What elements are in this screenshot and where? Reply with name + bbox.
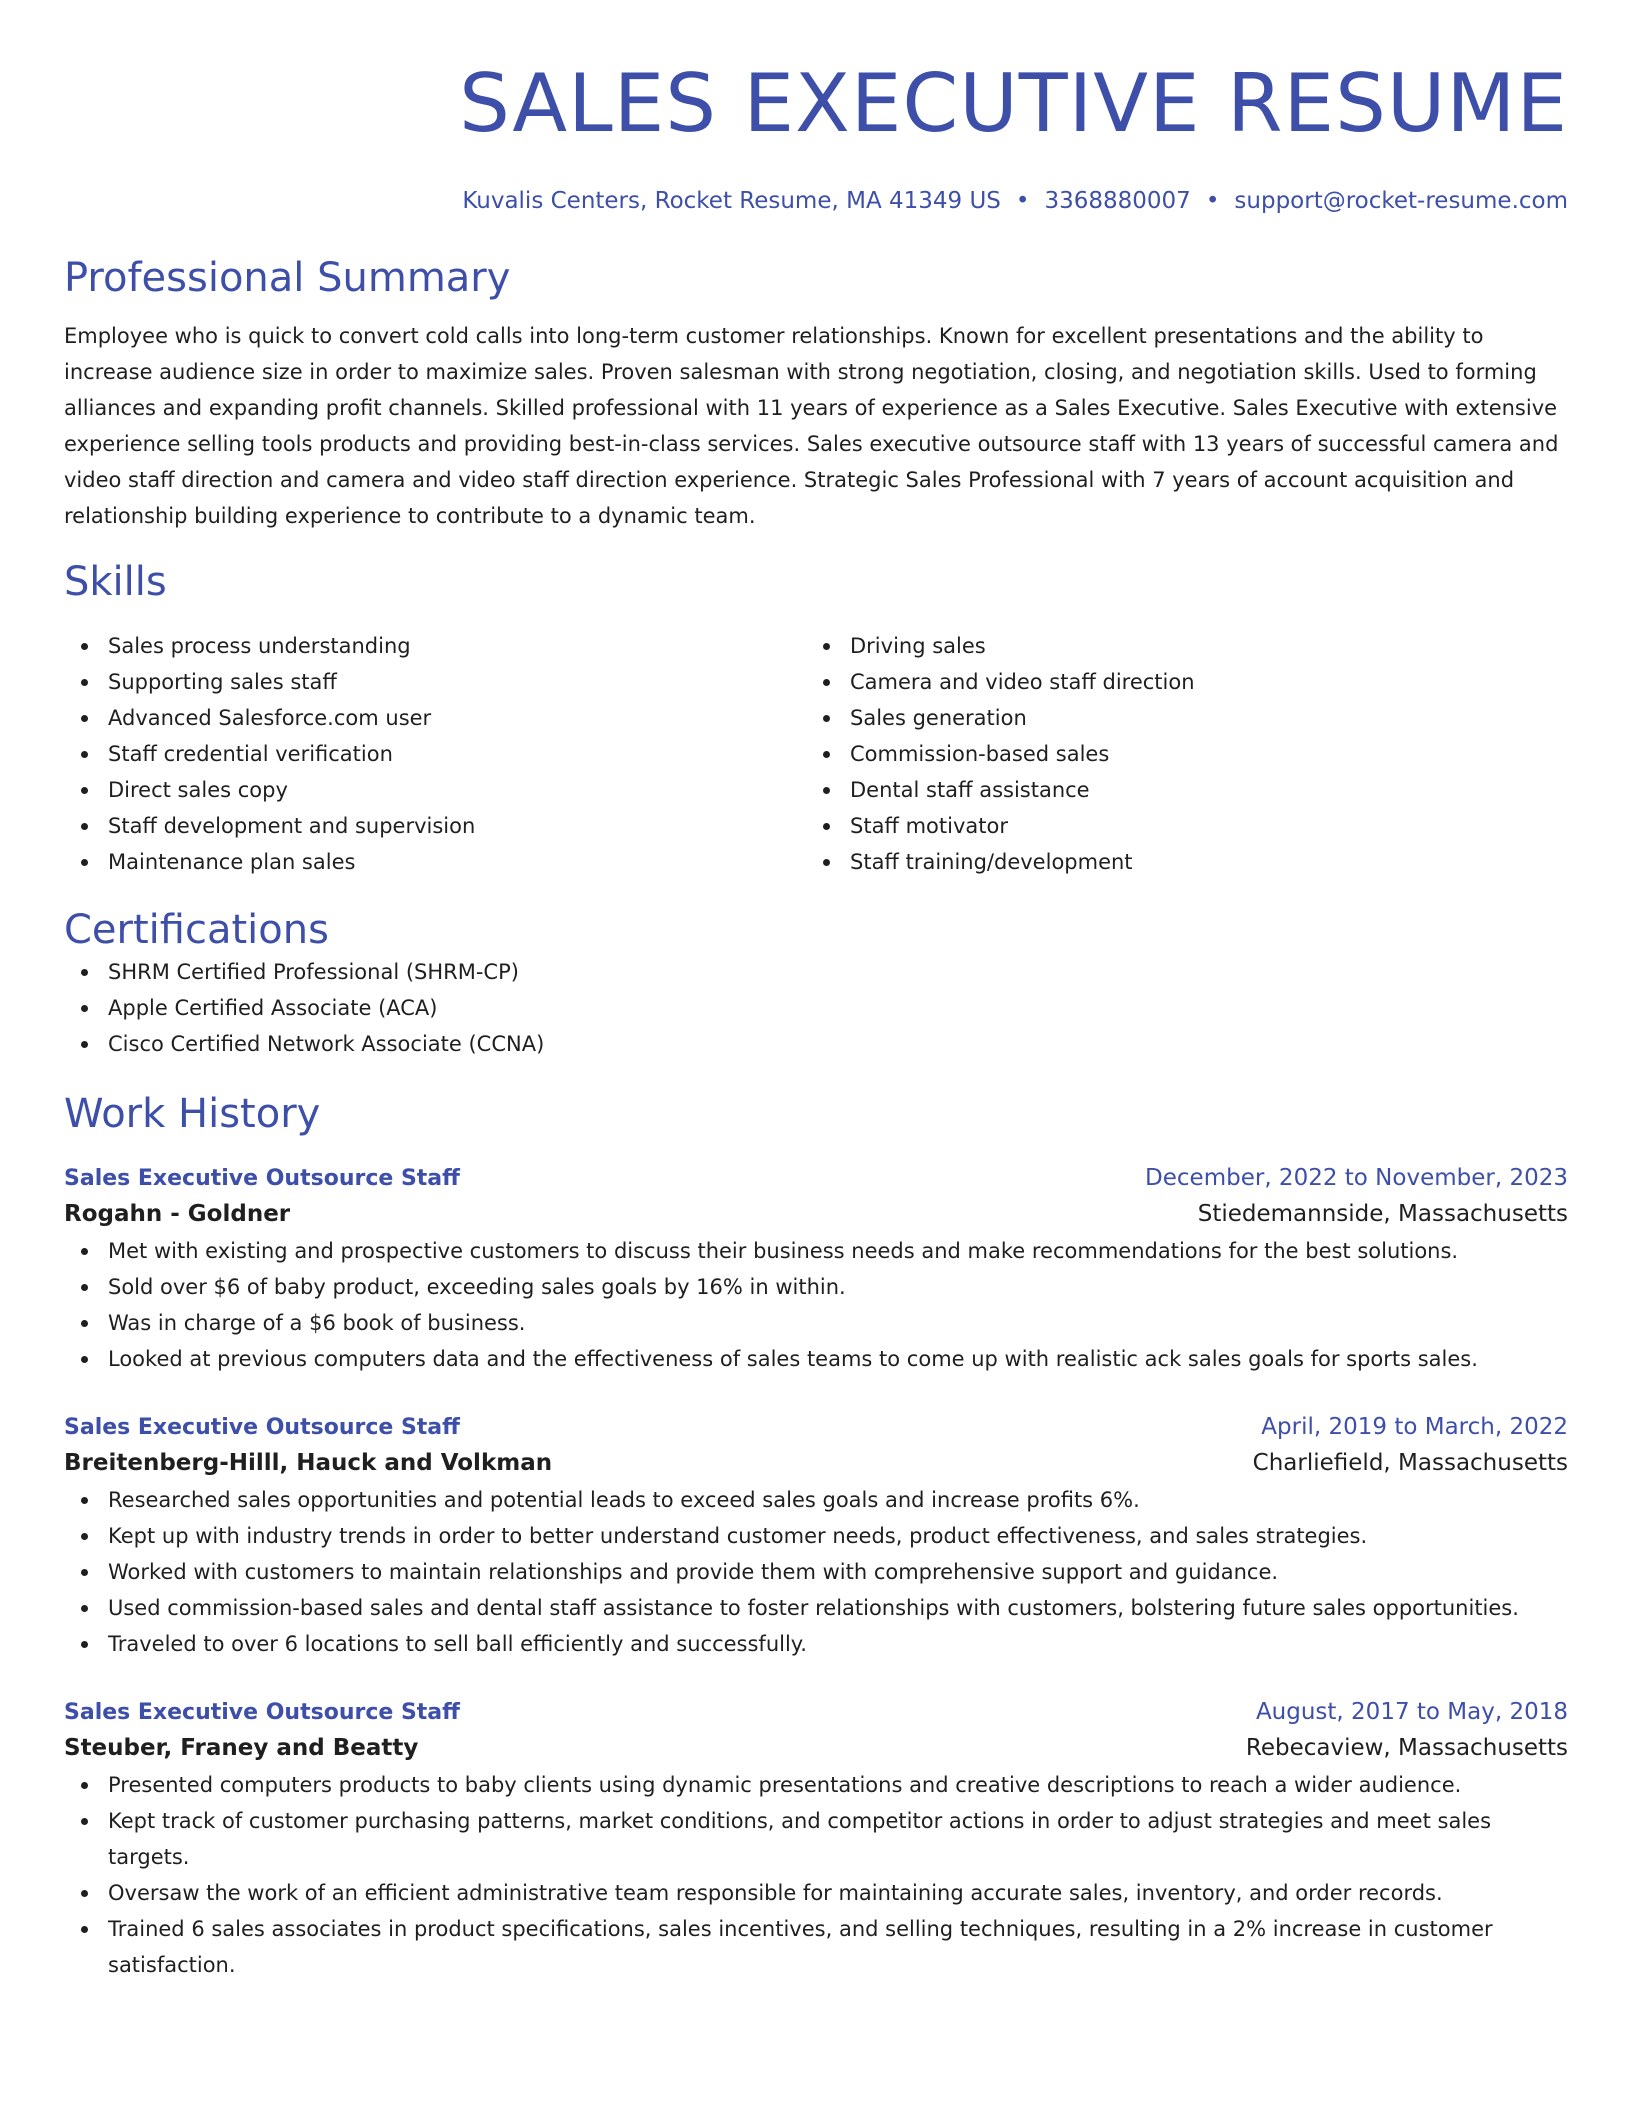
job-bullet: Sold over $6 of baby product, exceeding sales goals by 16% in within. — [64, 1269, 1568, 1305]
certifications-heading: Certifications — [64, 907, 329, 953]
job-company-row — [64, 1729, 1568, 1767]
resume-header — [64, 58, 1568, 216]
skill-item: Sales process understanding — [64, 628, 806, 664]
job-bullet: Oversaw the work of an efficient administrative team responsible for maintaining accurate sales, inventory, and order records. — [64, 1875, 1568, 1911]
job-location: Charliefield, Massachusetts — [1252, 1450, 1568, 1476]
contact-separator: • — [1205, 188, 1220, 214]
job-entry — [64, 1411, 1568, 1662]
contact-email[interactable]: support@rocket-resume.com — [1234, 188, 1568, 214]
job-title: Sales Executive Outsource Staff — [64, 1166, 460, 1191]
job-company-row — [64, 1195, 1568, 1233]
job-company: Breitenberg-Hilll, Hauck and Volkman — [64, 1450, 553, 1476]
skill-item: Direct sales copy — [64, 772, 806, 808]
contact-line — [64, 186, 1568, 216]
job-dates: December, 2022 to November, 2023 — [1145, 1165, 1568, 1191]
skills-list-right — [806, 628, 1548, 880]
job-bullet: Traveled to over 6 locations to sell ball efficiently and successfully. — [64, 1626, 1568, 1662]
skill-item: Staff training/development — [806, 844, 1548, 880]
job-bullet: Researched sales opportunities and potential leads to exceed sales goals and increase profits 6%. — [64, 1482, 1568, 1518]
summary-heading: Professional Summary — [64, 255, 511, 301]
work-history-heading: Work History — [64, 1091, 321, 1137]
skill-item: Driving sales — [806, 628, 1548, 664]
skill-item: Staff motivator — [806, 808, 1548, 844]
certification-item: SHRM Certified Professional (SHRM-CP) — [64, 954, 1568, 990]
job-bullet: Used commission-based sales and dental staff assistance to foster relationships with customers, bolstering future sales opportunities. — [64, 1590, 1568, 1626]
certification-item: Apple Certified Associate (ACA) — [64, 990, 1568, 1026]
job-bullet: Kept up with industry trends in order to better understand customer needs, product effectiveness, and sales strategies. — [64, 1518, 1568, 1554]
job-bullet: Met with existing and prospective customers to discuss their business needs and make recommendations for the best solutions. — [64, 1233, 1568, 1269]
skills-list-left — [64, 628, 806, 880]
summary-text: Employee who is quick to convert cold calls into long-term customer relationships. Known for excellent presentations and the ability to increase audience size in order to maximize sales. Proven salesman with strong negotiation, closing, and negotiation skills. Used to forming alliances and expanding profit channels. Skilled professional with 11 years of experience as a Sales Executive. Sales Executive with extensive experience selling tools products and providing best-in-class services. Sales executive outsource staff with 13 years of successful camera and video staff direction and camera and video staff direction experience. Strategic Sales Professional with 7 years of account acquisition and relationship building experience to contribute to a dynamic team. — [64, 324, 1559, 528]
job-location: Stiedemannside, Massachusetts — [1197, 1201, 1568, 1227]
certification-item: Cisco Certified Network Associate (CCNA) — [64, 1026, 1568, 1062]
job-title-row — [64, 1162, 1568, 1195]
skill-item: Supporting sales staff — [64, 664, 806, 700]
job-bullet: Worked with customers to maintain relationships and provide them with comprehensive support and guidance. — [64, 1554, 1568, 1590]
contact-address: Kuvalis Centers, Rocket Resume, MA 41349 US — [462, 188, 1001, 214]
job-bullets — [64, 1767, 1568, 1983]
skills-heading: Skills — [64, 559, 167, 605]
job-company-row — [64, 1444, 1568, 1482]
skill-item: Sales generation — [806, 700, 1548, 736]
job-bullets — [64, 1482, 1568, 1662]
skill-item: Staff development and supervision — [64, 808, 806, 844]
job-dates: April, 2019 to March, 2022 — [1261, 1414, 1568, 1440]
skill-item: Staff credential verification — [64, 736, 806, 772]
job-company: Rogahn - Goldner — [64, 1201, 291, 1227]
job-title-row — [64, 1411, 1568, 1444]
skill-item: Advanced Salesforce.com user — [64, 700, 806, 736]
job-bullet: Kept track of customer purchasing patterns, market conditions, and competitor actions in order to adjust strategies and meet sales targets. — [64, 1803, 1568, 1875]
job-dates: August, 2017 to May, 2018 — [1255, 1699, 1568, 1725]
skill-item: Maintenance plan sales — [64, 844, 806, 880]
job-company: Steuber, Franey and Beatty — [64, 1735, 419, 1761]
contact-separator: • — [1015, 188, 1030, 214]
job-title: Sales Executive Outsource Staff — [64, 1700, 460, 1725]
skill-item: Commission-based sales — [806, 736, 1548, 772]
skills-grid — [64, 628, 1568, 880]
skill-item: Dental staff assistance — [806, 772, 1548, 808]
resume-title: SALES EXECUTIVE RESUME — [459, 57, 1568, 150]
job-bullet: Presented computers products to baby clients using dynamic presentations and creative descriptions to reach a wider audience. — [64, 1767, 1568, 1803]
job-bullet: Trained 6 sales associates in product specifications, sales incentives, and selling techniques, resulting in a 2% increase in customer satisfaction. — [64, 1911, 1568, 1983]
job-entry — [64, 1696, 1568, 1983]
job-title: Sales Executive Outsource Staff — [64, 1415, 460, 1440]
job-bullet: Looked at previous computers data and the effectiveness of sales teams to come up with realistic ack sales goals for sports sales. — [64, 1341, 1568, 1377]
certifications-list — [64, 954, 1568, 1062]
job-location: Rebecaview, Massachusetts — [1245, 1735, 1568, 1761]
job-bullets — [64, 1233, 1568, 1377]
skill-item: Camera and video staff direction — [806, 664, 1548, 700]
job-title-row — [64, 1696, 1568, 1729]
contact-phone[interactable]: 3368880007 — [1044, 188, 1191, 214]
job-entry — [64, 1162, 1568, 1377]
job-bullet: Was in charge of a $6 book of business. — [64, 1305, 1568, 1341]
